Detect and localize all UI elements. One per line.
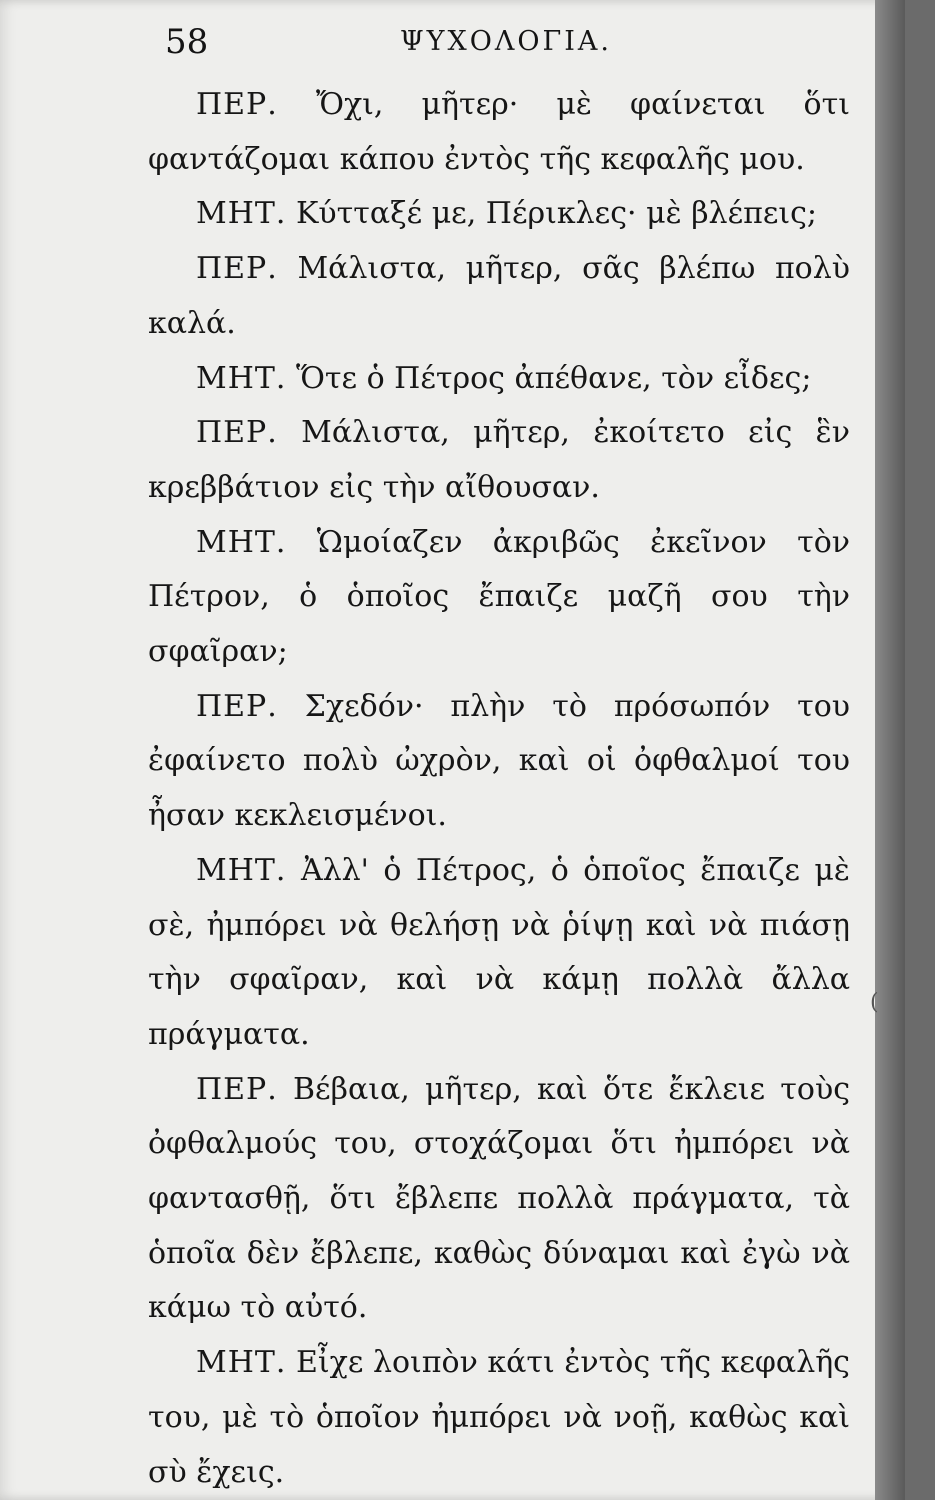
dialogue-paragraph xyxy=(148,406,850,515)
speaker-label: ΠΕΡ. xyxy=(196,87,278,122)
dialogue-paragraph xyxy=(148,516,850,680)
dialogue-line: Μάλιστα, μῆτερ, σᾶς βλέπω πολὺ καλά. xyxy=(148,251,850,341)
dialogue-paragraph xyxy=(148,352,850,407)
dialogue-line: Σχεδόν· πλὴν τὸ πρόσωπόν του ἐφαίνετο πολὺ ὠχρὸν, καὶ οἱ ὀφθαλμοί του ἦσαν κεκλεισμένοι. xyxy=(148,688,850,834)
dialogue-text xyxy=(148,78,850,1500)
dialogue-line: Ὄχι, μῆτερ· μὲ φαίνεται ὅτι φαντάζομαι κάπου ἐντὸς τῆς κεφαλῆς μου. xyxy=(148,87,850,177)
dialogue-line: Ἀλλ' ὁ Πέτρος, ὁ ὁποῖος ἔπαιζε μὲ σὲ, ἠμπόρει νὰ θελήσῃ νὰ ῥίψῃ καὶ νὰ πιάσῃ τὴν σφαῖραν, καὶ νὰ κάμῃ πολλὰ ἄλλα πράγματα. xyxy=(148,852,850,1052)
dialogue-line: Βέβαια, μῆτερ, καὶ ὅτε ἔκλειε τοὺς ὀφθαλμούς του, στοχάζομαι ὅτι ἠμπόρει νὰ φαντασθῇ, ὅτι ἔβλεπε πολλὰ πράγματα, τὰ ὁποῖα δὲν ἔβλεπε, καθὼς δύναμαι καὶ ἐγὼ νὰ κάμω τὸ αὐτό. xyxy=(148,1071,850,1326)
dialogue-line: Ὡμοίαζεν ἀκριβῶς ἐκεῖνον τὸν Πέτρον, ὁ ὁποῖος ἔπαιζε μαζῆ σου τὴν σφαῖραν; xyxy=(148,524,850,670)
dialogue-paragraph xyxy=(148,844,850,1063)
speaker-label: ΠΕΡ. xyxy=(196,251,278,287)
speaker-label: ΠΕΡ. xyxy=(196,1071,278,1107)
speaker-label: ΠΕΡ. xyxy=(196,415,278,451)
dialogue-paragraph xyxy=(148,78,850,187)
dialogue-line: Ὅτε ὁ Πέτρος ἀπέθανε, τὸν εἶδες; xyxy=(295,360,812,396)
running-head xyxy=(165,22,845,72)
running-title: ΨΥΧΟΛΟΓΙΑ. xyxy=(400,26,612,57)
dialogue-line: Εἶχε λοιπὸν κάτι ἐντὸς τῆς κεφαλῆς του, μὲ τὸ ὁποῖον ἠμπόρει νὰ νοῇ, καθὼς καὶ σὺ ἔχεις. xyxy=(148,1345,850,1490)
margin-mark: ( xyxy=(870,990,879,1015)
dialogue-paragraph xyxy=(148,1063,850,1337)
speaker-label: ΜΗΤ. xyxy=(196,524,287,560)
page-number: 58 xyxy=(165,22,209,62)
page-edge-shadow xyxy=(875,0,905,1500)
dialogue-line: Κύτταξέ με, Πέρικλες· μὲ βλέπεις; xyxy=(295,196,818,232)
speaker-label: ΜΗΤ. xyxy=(196,1345,287,1381)
speaker-label: ΠΕΡ. xyxy=(196,688,278,724)
dialogue-paragraph xyxy=(148,1336,850,1500)
speaker-label: ΜΗΤ. xyxy=(196,196,287,232)
speaker-label: ΜΗΤ. xyxy=(196,360,287,396)
speaker-label: ΜΗΤ. xyxy=(196,852,287,888)
dialogue-paragraph xyxy=(148,242,850,351)
dialogue-paragraph xyxy=(148,187,850,242)
dialogue-paragraph xyxy=(148,680,850,844)
dialogue-line: Μάλιστα, μῆτερ, ἐκοίτετο εἰς ἓν κρεββάτιον εἰς τὴν αἴθουσαν. xyxy=(148,415,850,505)
